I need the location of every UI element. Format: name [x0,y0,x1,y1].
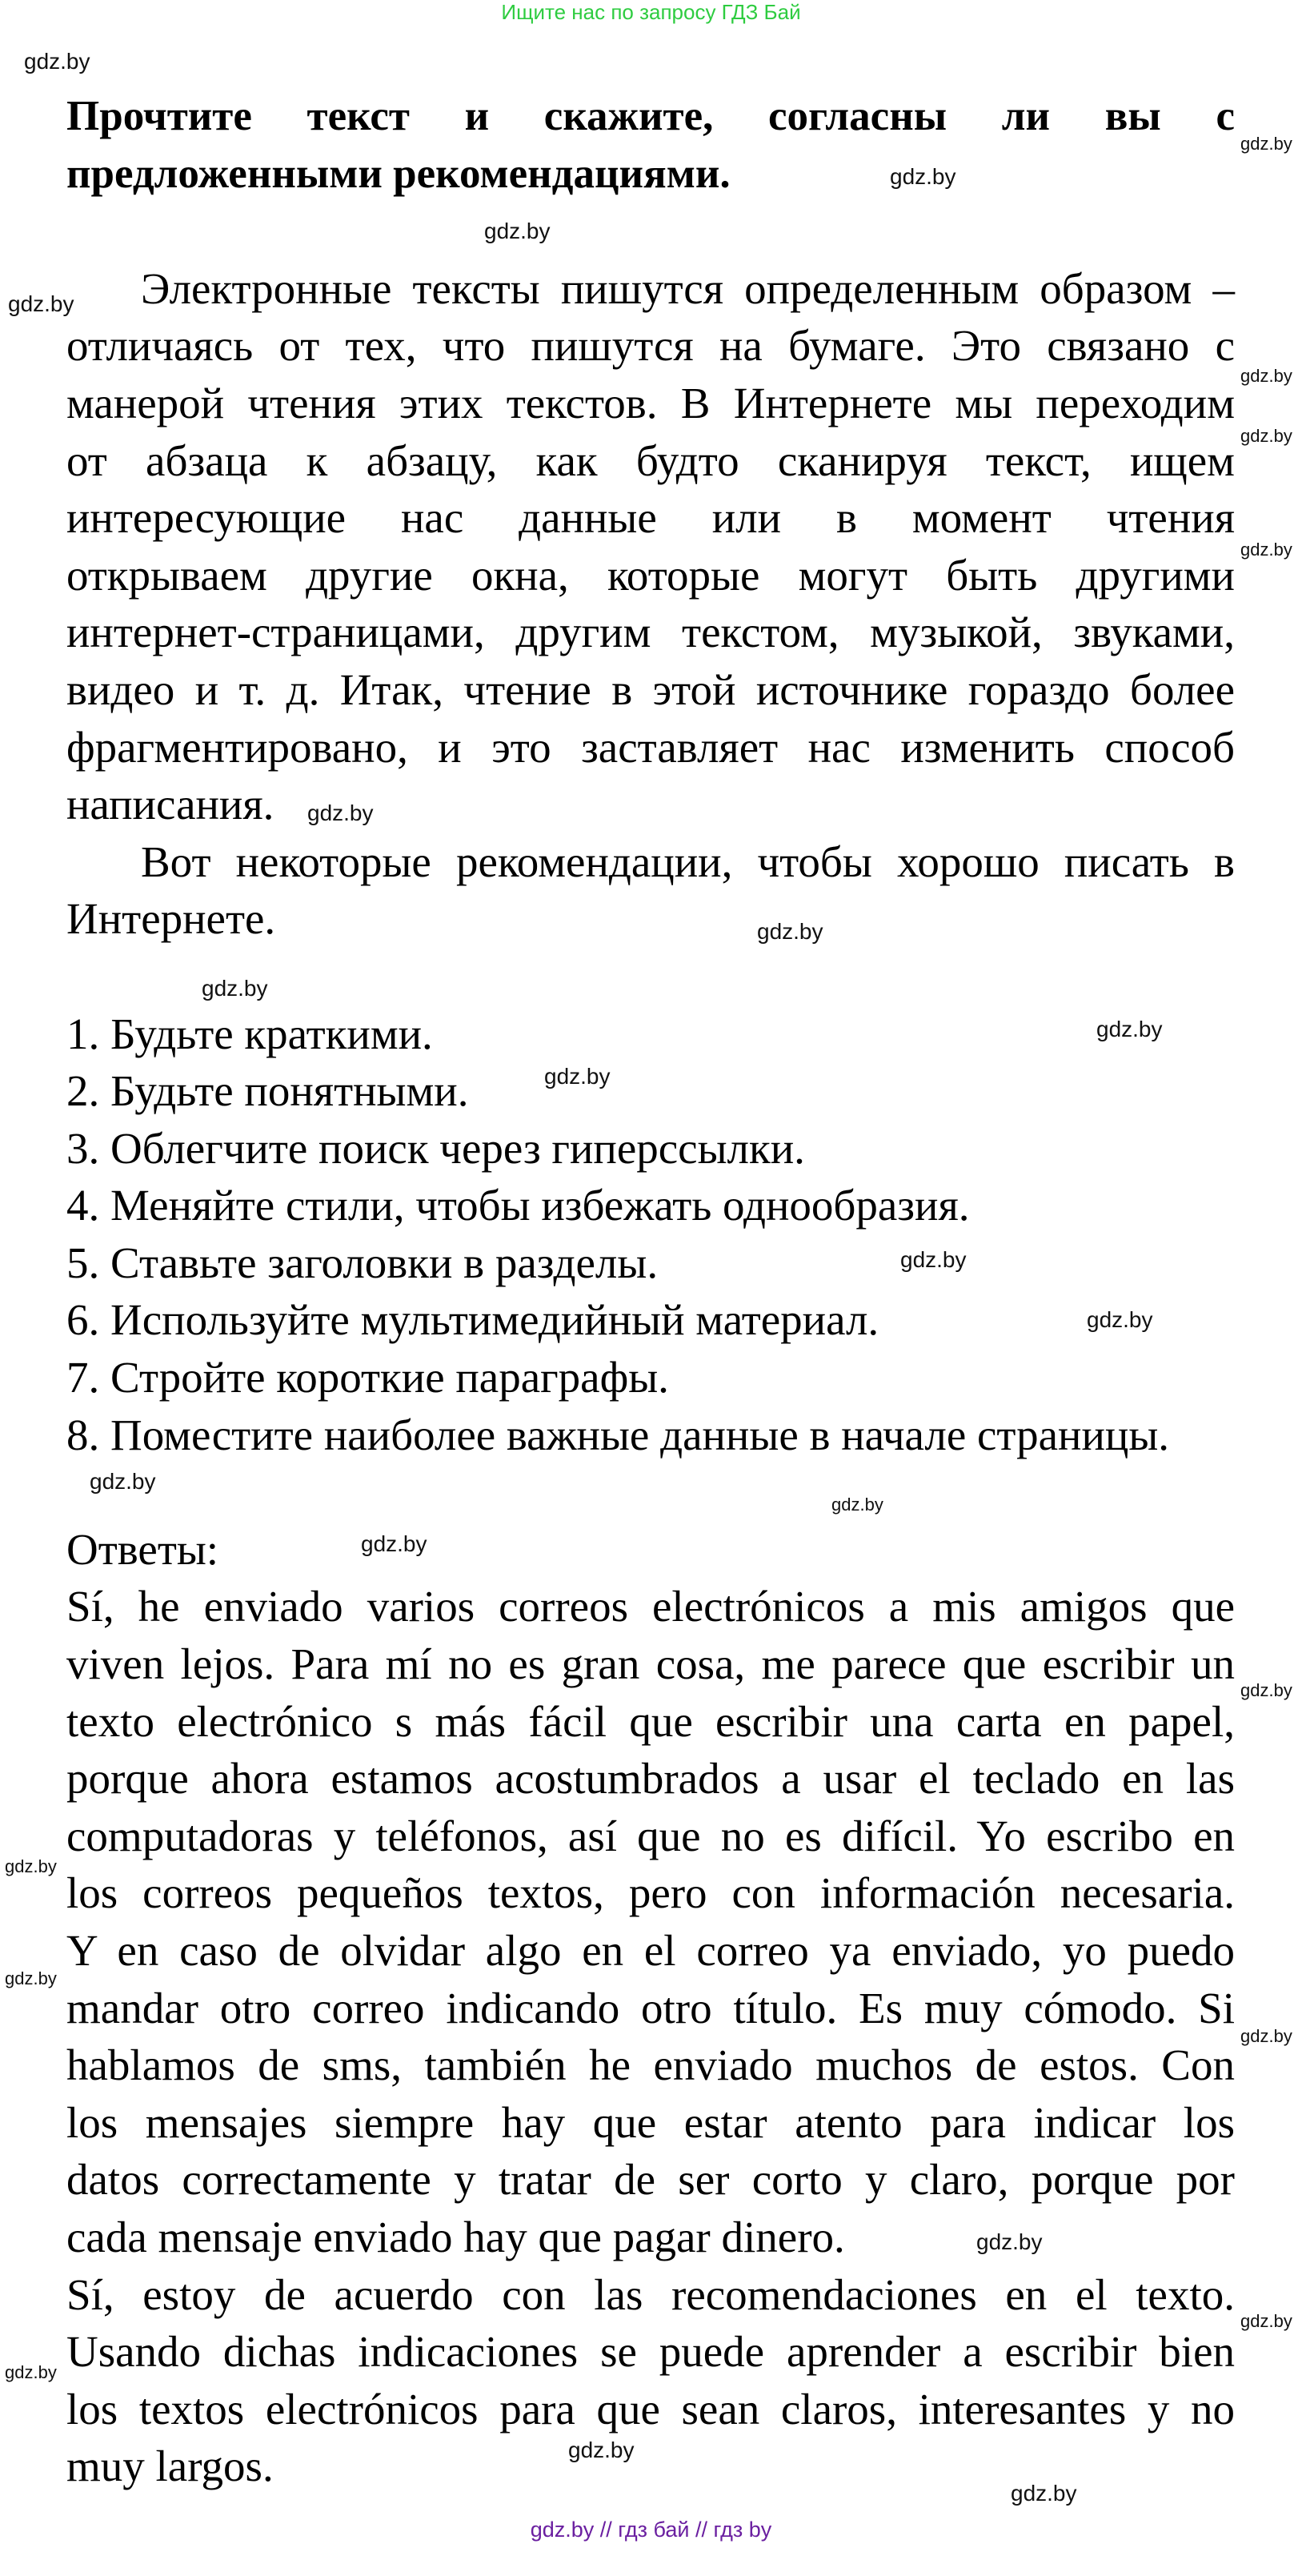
watermark: gdz.by [831,1495,883,1515]
watermark: gdz.by [5,2362,57,2382]
list-item: 8. Поместите наиболее важные данные в начале страницы. [66,1410,1170,1459]
answer-2 [66,2266,1235,2495]
watermark: gdz.by [1087,1307,1153,1332]
list-item: 5. Ставьте заголовки в разделы. [66,1238,659,1287]
list-item: 3. Облегчите поиск через гиперссылки. [66,1123,805,1173]
watermark: gdz.by [1240,366,1292,386]
list-item: 7. Стройте короткие параграфы. [66,1353,669,1402]
list-item: 1. Будьте краткими. [66,1009,433,1058]
bottom-banner: gdz.by // гдз бай // гдз by [530,2518,772,2542]
title-line: предложенными рекомендациями. [66,150,731,197]
watermark: gdz.by [976,2229,1043,2254]
watermark: gdz.by [5,1968,57,1988]
text-line: los textos electrónicos para que sean claros, interesantes y no [66,2384,1235,2434]
text-line: porque ahora estamos acostumbrados a usar el teclado en las [66,1754,1235,1804]
text-line: видео и т. д. Итак, чтение в этой источнике гораздо более [66,664,1235,714]
watermark: gdz.by [1096,1017,1163,1041]
text-line: написания. [66,780,274,829]
answers-heading: Ответы: [66,1524,219,1574]
text-line: datos correctamente y tratar de ser corto y claro, porque por [66,2155,1235,2205]
text-line: viven lejos. Para mí no es gran cosa, me parece que escribir un [66,1639,1235,1689]
text-line: Sí, estoy de acuerdo con las recomendaciones en el texto. [66,2269,1235,2319]
paragraph-2 [66,833,1235,948]
watermark: gdz.by [900,1247,967,1272]
recommendations-list [66,1005,1235,1464]
text-line: манерой чтения этих текстов. В Интернете мы переходим [66,378,1235,427]
text-line: Вот некоторые рекомендации, чтобы хорошо писать в [141,837,1235,886]
watermark: gdz.by [307,800,374,825]
task-title [66,88,1235,203]
watermark: gdz.by [5,1856,57,1876]
paragraph-1 [66,260,1235,833]
watermark: gdz.by [757,919,823,944]
list-item: 6. Используйте мультимедийный материал. [66,1295,879,1345]
watermark: gdz.by [1240,426,1292,446]
text-line: Интернете. [66,894,276,944]
text-line: los mensajes siempre hay que estar atento para indicar los [66,2097,1235,2147]
watermark: gdz.by [544,1064,611,1089]
text-line: computadoras y teléfonos, así que no es difícil. Yo escribo en [66,1811,1235,1860]
watermark: gdz.by [202,976,268,1001]
watermark: gdz.by [1240,134,1292,154]
watermark: gdz.by [8,291,74,316]
text-line: от абзаца к абзацу, как будто сканируя текст, ищем [66,435,1235,485]
watermark: gdz.by [1011,2481,1077,2506]
text-line: texto electrónico s más fácil que escribir una carta en papel, [66,1696,1235,1746]
watermark: gdz.by [24,49,90,74]
text-line: Y en caso de olvidar algo en el correo ya enviado, yo puedo [66,1926,1235,1975]
list-item: 4. Меняйте стили, чтобы избежать однообразия. [66,1181,970,1230]
text-line: Sí, he enviado varios correos electrónicos a mis amigos que [66,1582,1235,1631]
text-line: интернет-страницами, другим текстом, музыкой, звуками, [66,608,1235,657]
text-line: открываем другие окна, которые могут быть другими [66,550,1235,600]
text-line: Usando dichas indicaciones se puede aprender a escribir bien [66,2327,1235,2377]
watermark: gdz.by [1240,1680,1292,1700]
text-line: cada mensaje enviado hay que pagar dinero. [66,2212,845,2261]
text-line: отличаясь от тех, что пишутся на бумаге. Это связано с [66,321,1235,371]
text-line: фрагментировано, и это заставляет нас изменить способ [66,722,1235,772]
text-line: muy largos. [66,2442,274,2491]
watermark: gdz.by [90,1469,156,1494]
watermark: gdz.by [1240,2026,1292,2046]
watermark: gdz.by [484,219,551,243]
text-line: hablamos de sms, también he enviado muchos de estos. Con [66,2040,1235,2090]
text-line: Электронные тексты пишутся определенным образом – [141,263,1235,313]
list-item: 2. Будьте понятными. [66,1066,469,1116]
document-content [66,88,1235,2495]
watermark: gdz.by [890,164,956,189]
watermark: gdz.by [1240,2311,1292,2331]
watermark: gdz.by [1240,540,1292,560]
top-banner: Ищите нас по запросу ГДЗ Бай [501,0,801,24]
title-line: Прочтите текст и скажите, согласны ли вы с [66,93,1235,139]
text-line: mandar otro correo indicando otro título. Es muy cómodo. Si [66,1983,1235,2032]
answer-1 [66,1578,1235,2265]
text-line: los correos pequeños textos, pero con información necesaria. [66,1868,1235,1918]
watermark: gdz.by [568,2438,635,2462]
text-line: интересующие нас данные или в момент чтения [66,493,1235,543]
watermark: gdz.by [361,1531,427,1556]
